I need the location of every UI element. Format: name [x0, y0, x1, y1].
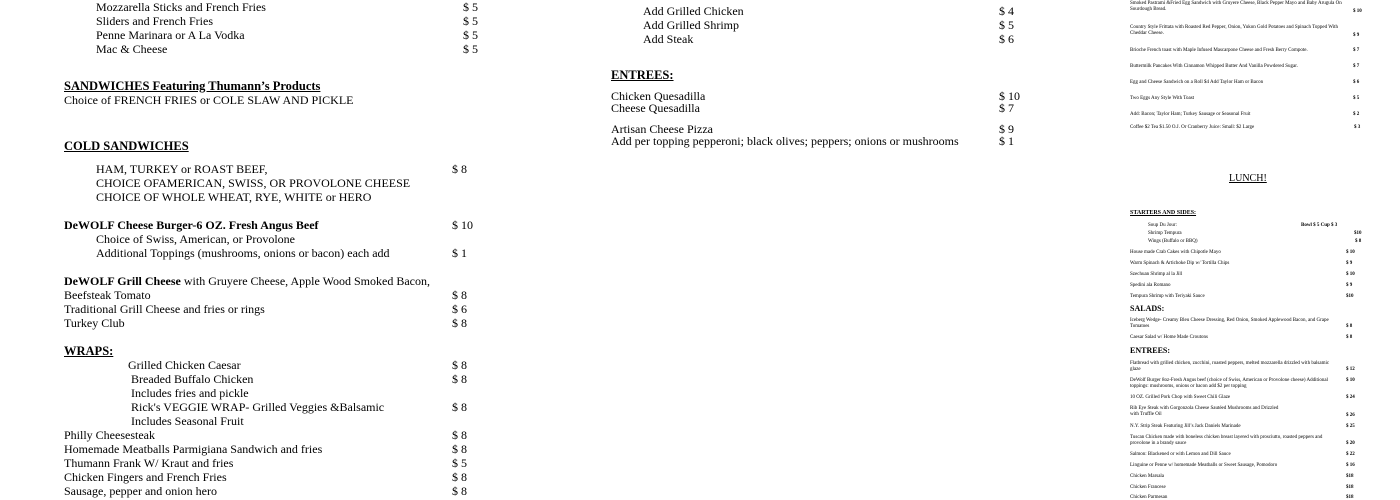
lunch-entree-item: Chicken Parmesan [1130, 495, 1168, 500]
starter-item: House made Crab Cakes with Chipotle Mayo [1130, 250, 1221, 255]
starter-price: $10 [1346, 294, 1354, 299]
breakfast-item: Country Style Frittata with Roasted Red Pepper, Onion, Yukon Gold Potatoes and Spinach Topped With Cheddar Cheese. [1130, 25, 1339, 36]
lunch-entree-item: Chicken Francese [1130, 485, 1166, 490]
menu-price: $ 8 [452, 484, 467, 498]
lunch-entree-price: $ 22 [1346, 452, 1355, 457]
lunch-entree-price: $ 10 [1346, 378, 1355, 383]
sandwiches-heading: SANDWICHES Featuring Thumann’s Products [64, 79, 321, 93]
starter-price: $ 10 [1346, 272, 1355, 277]
lunch-entree-price: $ 26 [1346, 413, 1355, 418]
salad-item: Caesar Salad w/ Home Made Croutons [1130, 335, 1208, 340]
burger-price: $ 10 [452, 218, 473, 232]
entree-price: $ 1 [999, 134, 1014, 148]
breakfast-price: $ 9 [1353, 33, 1360, 38]
starter-price: $ 10 [1346, 250, 1355, 255]
beverages-price: $ 3 [1354, 125, 1361, 130]
cold-price: $ 8 [452, 162, 467, 176]
entree-price: $ 9 [999, 122, 1014, 136]
middle-menu-page [580, 0, 1100, 500]
grill-cheese-price: $ 8 [452, 288, 467, 302]
starter-item: Shrimp Tempura [1148, 231, 1182, 236]
starter-item: Wings (Buffalo or BBQ) [1148, 239, 1198, 244]
lunch-entree-price: $ 20 [1346, 441, 1355, 446]
menu-price: $ 5 [463, 14, 478, 28]
beverages-line: Coffee $2 Tea $1.50 O.J. Or Cranberry Juice: Small: $2 Large [1130, 125, 1255, 130]
lunch-entree-item: N.Y. Strip Steak Featuring Jill’s Jack Daniels Marinade [1130, 424, 1241, 429]
lunch-entree-item: Flatbread with grilled chicken, zucchini, roasted peppers, melted mozzarella drizzled with balsamic glaze [1130, 361, 1330, 372]
sandwiches-subheading: Choice of FRENCH FRIES or COLE SLAW AND PICKLE [64, 93, 354, 107]
starter-price: $ 9 [1346, 283, 1353, 288]
lunch-entree-item: 10 OZ. Grilled Pork Chop with Sweet Chili Glaze [1130, 395, 1231, 400]
lunch-entree-price: $18 [1346, 474, 1354, 479]
entree-item: Artisan Cheese Pizza [611, 122, 713, 136]
breakfast-item: Smoked Pastrami &Fried Egg Sandwich with Gruyere Cheese, Black Pepper Mayo and Baby Arugula On Sourdough Bread. [1130, 1, 1342, 12]
right-menu-page [1125, 0, 1375, 500]
lunch-entree-price: $ 16 [1346, 463, 1355, 468]
add-on-item: Add Steak [643, 32, 694, 46]
wrap-item: Grilled Chicken Caesar [128, 358, 241, 372]
menu-item: Mac & Cheese [96, 42, 168, 56]
menu-item: Thumann Frank W/ Kraut and fries [64, 456, 234, 470]
starter-item: Spedini ala Romano [1130, 283, 1171, 288]
menu-price: $ 5 [463, 28, 478, 42]
menu-item: Sausage, pepper and onion hero [64, 484, 217, 498]
menu-price: $ 8 [452, 470, 467, 484]
entree-price: $ 10 [999, 89, 1020, 103]
wrap-price: $ 8 [452, 400, 467, 414]
cold-line: HAM, TURKEY or ROAST BEEF, [96, 162, 268, 176]
lunch-entree-item: Salmon: Blackened or with Lemon and Dill Sauce [1130, 452, 1231, 457]
add-on-price: $ 5 [999, 18, 1014, 32]
entree-item: Add per topping pepperoni; black olives; peppers; onions or mushrooms [611, 134, 959, 148]
breakfast-item: Egg and Cheese Sandwich on a Roll $4 Add Taylor Ham or Bacon [1130, 80, 1264, 85]
breakfast-price: $ 6 [1353, 80, 1360, 85]
menu-item: Penne Marinara or A La Vodka [96, 28, 245, 42]
starter-price: $ 8 [1355, 239, 1362, 244]
grill-cheese-desc: with Gruyere Cheese, Apple Wood Smoked Bacon, [180, 274, 430, 288]
lunch-entree-price: $18 [1346, 495, 1354, 500]
breakfast-item: Add: Bacon; Taylor Ham; Turkey Sausage or Seasonal Fruit [1130, 112, 1251, 117]
menu-item: Sliders and French Fries [96, 14, 213, 28]
menu-price: $ 5 [463, 0, 478, 14]
breakfast-price: $ 5 [1353, 96, 1360, 101]
grill-cheese-line [64, 274, 430, 288]
cold-line: CHOICE OFAMERICAN, SWISS, OR PROVOLONE CHEESE [96, 176, 411, 190]
grill-cheese-line2: Beefsteak Tomato [64, 288, 151, 302]
menu-price: $ 8 [452, 428, 467, 442]
lunch-entree-item: Tuscan Chicken made with boneless chicken breast layered with prosciutto, roasted peppers and provolone in a brandy sauce [1130, 435, 1323, 446]
add-on-item: Add Grilled Shrimp [643, 18, 739, 32]
breakfast-price: $ 7 [1353, 48, 1360, 53]
lunch-entree-price: $18 [1346, 485, 1354, 490]
toppings-price: $ 1 [452, 246, 467, 260]
soup-prices: Bowl $ 5 Cup $ 3 [1301, 223, 1338, 228]
menu-price: $ 8 [452, 442, 467, 456]
lunch-entree-price: $ 12 [1346, 367, 1355, 372]
entrees-heading: ENTREES: [611, 68, 674, 82]
menu-item: Mozzarella Sticks and French Fries [96, 0, 266, 14]
starter-item: Warm Spinach & Artichoke Dip w/ Tortilla Chips [1130, 261, 1230, 266]
menu-item: Chicken Fingers and French Fries [64, 470, 227, 484]
breakfast-price: $ 2 [1353, 112, 1360, 117]
lunch-entree-item: DeWolf Burger 8oz-Fresh Angus beef (choice of Swiss, American or Provolone cheese) Additional toppings: mushrooms, onions or bacon add $2 per topping [1130, 378, 1328, 389]
cold-line: CHOICE OF WHOLE WHEAT, RYE, WHITE or HERO [96, 190, 372, 204]
menu-item: Homemade Meatballs Parmigiana Sandwich and fries [64, 442, 323, 456]
menu-item: Philly Cheesesteak [64, 428, 155, 442]
lunch-entrees-heading: ENTREES: [1130, 346, 1171, 355]
cold-sandwiches-heading: COLD SANDWICHES [64, 139, 189, 153]
wrap-note: Includes Seasonal Fruit [131, 414, 244, 428]
trad-grill-price: $ 6 [452, 302, 467, 316]
breakfast-item: Buttermilk Pancakes With Cinnamon Whipped Butter And Vanilla Powdered Sugar. [1130, 64, 1298, 69]
wrap-price: $ 8 [452, 372, 467, 386]
add-on-item: Add Grilled Chicken [643, 4, 744, 18]
menu-price: $ 5 [452, 456, 467, 470]
entree-item: Chicken Quesadilla [611, 89, 706, 103]
lunch-entree-item: Rib Eye Steak with Gorgonzola Cheese Sautéed Mushrooms and Drizzled with Truffle Oil [1130, 406, 1279, 417]
burger-sub: Choice of Swiss, American, or Provolone [96, 232, 295, 246]
breakfast-price: $ 10 [1353, 9, 1362, 14]
burger-title: DeWOLF Cheese Burger-6 OZ. Fresh Angus Beef [64, 218, 319, 232]
soup-label: Soup Du Jour: [1148, 223, 1177, 228]
wrap-item: Rick's VEGGIE WRAP- Grilled Veggies &Balsamic [131, 400, 385, 414]
entree-item: Cheese Quesadilla [611, 101, 700, 115]
starter-price: $ 9 [1346, 261, 1353, 266]
starter-price: $10 [1354, 231, 1362, 236]
salad-price: $ 8 [1346, 324, 1353, 329]
add-on-price: $ 6 [999, 32, 1014, 46]
salads-heading: SALADS: [1130, 304, 1165, 313]
grill-cheese-title: DeWOLF Grill Cheese [64, 274, 181, 288]
wrap-note: Includes fries and pickle [131, 386, 249, 400]
starter-item: Szechuan Shrimp al la Jill [1130, 272, 1183, 277]
menu-price: $ 5 [463, 42, 478, 56]
lunch-entree-item: Linguine or Penne w/ homemade Meatballs or Sweet Sausage, Pomodoro [1130, 463, 1278, 468]
lunch-title: LUNCH! [1229, 173, 1267, 184]
left-menu-page [0, 0, 560, 500]
turkey-club-line: Turkey Club [64, 316, 125, 330]
breakfast-item: Two Eggs Any Style With Toast [1130, 96, 1195, 101]
breakfast-item: Brioche French toast with Maple Infused Mascarpone Cheese and Fresh Berry Compote. [1130, 48, 1308, 53]
turkey-club-price: $ 8 [452, 316, 467, 330]
add-on-price: $ 4 [999, 4, 1014, 18]
breakfast-price: $ 7 [1353, 64, 1360, 69]
salad-price: $ 8 [1346, 335, 1353, 340]
wraps-heading: WRAPS: [64, 344, 114, 358]
lunch-entree-price: $ 25 [1346, 424, 1355, 429]
lunch-entree-item: Chicken Marsala [1130, 474, 1165, 479]
salad-item: Iceberg Wedge- Creamy Bleu Cheese Dressing, Red Onion, Smoked Applewood Bacon, and Grape Tomatoes [1130, 318, 1329, 329]
starters-heading: STARTERS AND SIDES: [1130, 210, 1197, 216]
toppings-line: Additional Toppings (mushrooms, onions or bacon) each add [96, 246, 390, 260]
lunch-entree-price: $ 24 [1346, 395, 1355, 400]
starter-item: Tempura Shrimp with Teriyaki Sauce [1130, 294, 1205, 299]
entree-price: $ 7 [999, 101, 1014, 115]
wrap-price: $ 8 [452, 358, 467, 372]
wrap-item: Breaded Buffalo Chicken [131, 372, 254, 386]
trad-grill-line: Traditional Grill Cheese and fries or rings [64, 302, 265, 316]
